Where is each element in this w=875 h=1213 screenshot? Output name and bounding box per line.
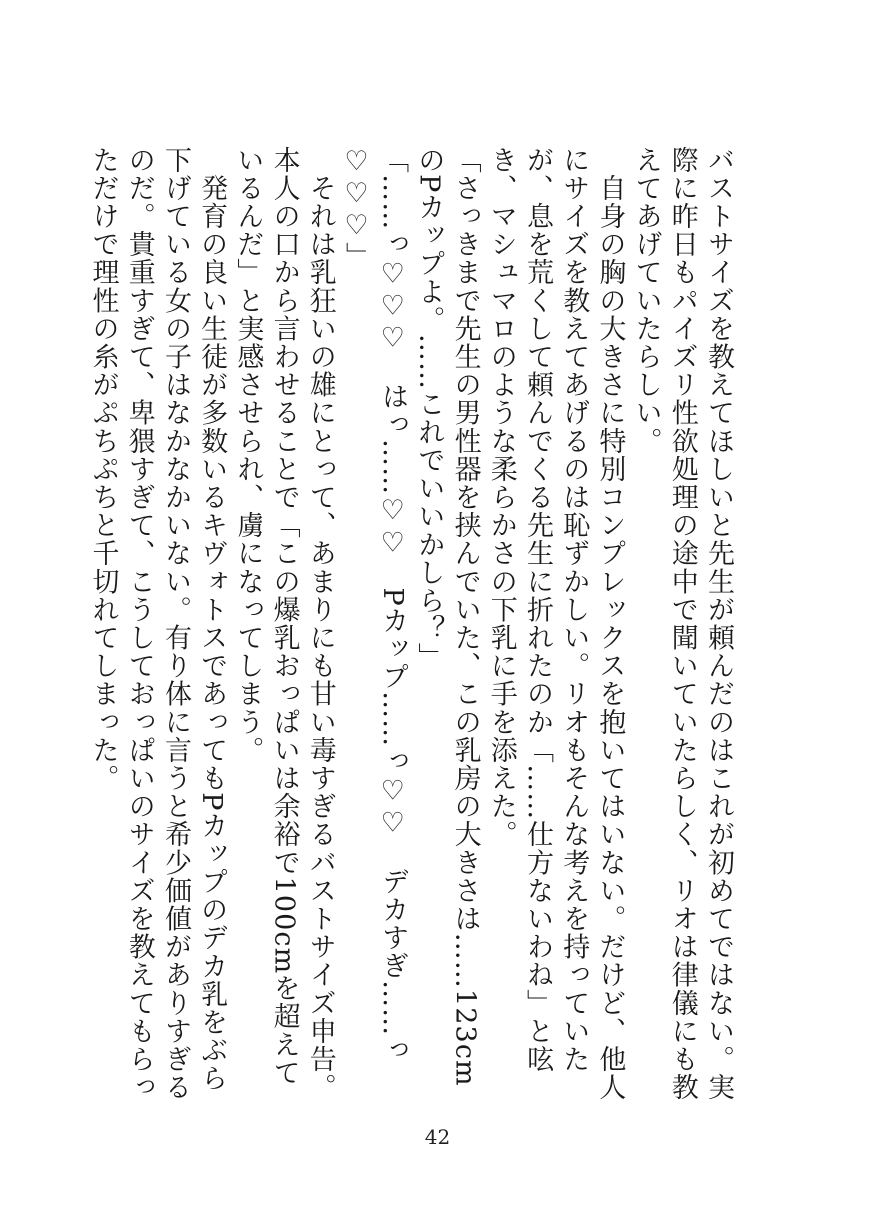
paragraph-6: 発育の良い生徒が多数いるキヴォトスであってもPカップのデカ乳をぶら下げている女の子はなかなかいない。有り体に言うと希少価値がありすぎるのだ。貴重すぎて、卑猥すぎて、こうしておっぱいのサイズを教えてもらっただけで理性の糸がぷちぷちと千切れてしまった。	[87, 146, 228, 1102]
body-text	[87, 146, 736, 1104]
paragraph-1: バストサイズを教えてほしいと先生が頼んだのはこれが初めてではない。実際に昨日もパイズリ性欲処理の途中で聞いていたらしく、リオは律儀にも教えてあげていたらしい。	[630, 146, 734, 1102]
paragraph-5: それは乳狂いの雄にとって、あまりにも甘い毒すぎるバストサイズ申告。本人の口から言わせることで「この爆乳おっぱいは余裕で100cmを超えているんだ」と実感させられ、虜になってしまう。	[232, 146, 336, 1102]
paragraph-3-dialogue: 「さっきまで先生の男性器を挟んでいた、この乳房の大きさは……123cmのPカップよ。……これでいいかしら？」	[413, 146, 481, 1087]
paragraph-4-dialogue: 「……っ♡♡♡ はっ……♡♡ Pカップ……っ♡♡ デカすぎ……っ♡♡♡」	[340, 146, 409, 1065]
paragraph-2: 自身の胸の大きさに特別コンプレックスを抱いてはいない。だけど、他人にサイズを教えてあげるのは恥ずかしい。リオもそんな考えを持っていたが、息を荒くして頼んでくる先生に折れたのか「……仕方ないわね」と呟き、マシュマロのような柔らかさの下乳に手を添えた。	[485, 146, 626, 1102]
page-number: 42	[424, 1125, 451, 1149]
